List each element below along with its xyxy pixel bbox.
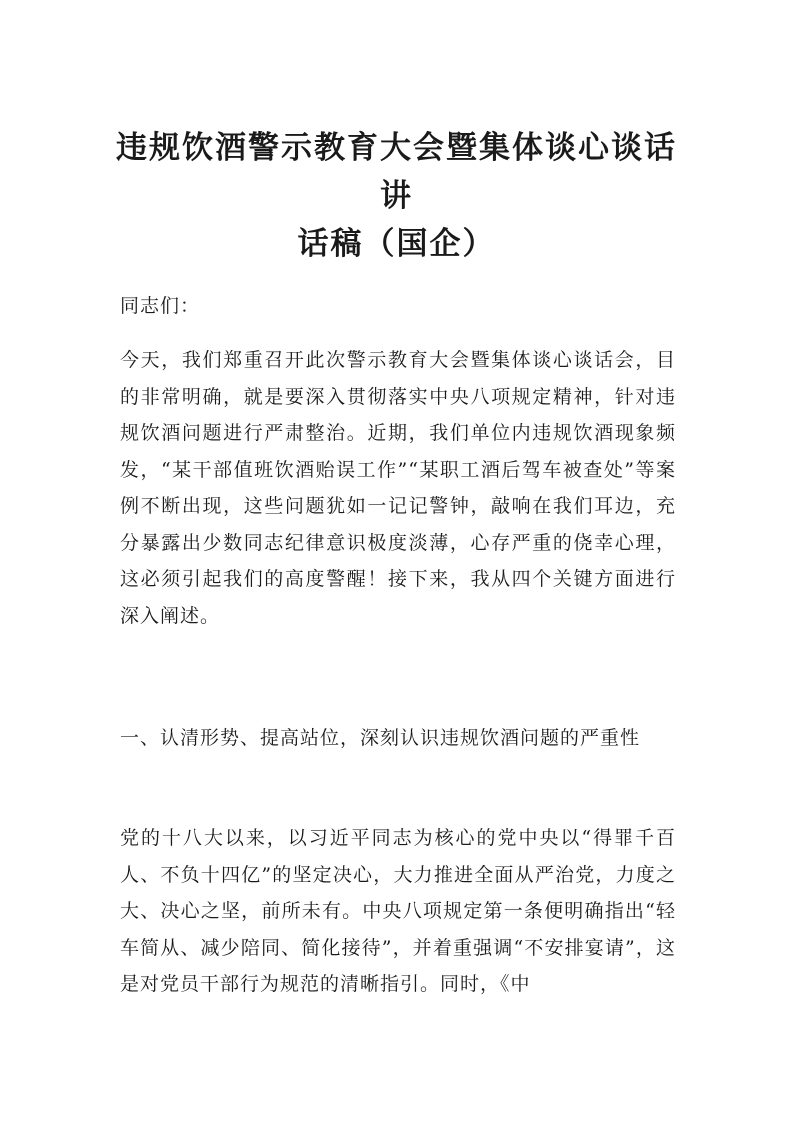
paragraph-section-1: 党的十八大以来，以习近平同志为核心的党中央以“得罪千百人、不负十四亿”的坚定决心，大力推进全面从严治党，力度之大、决心之坚，前所未有。中央八项规定第一条便明确指出“轻车简从、减少陪同、简化接待”，并着重强调“不安排宴请”，这是对党员干部行为规范的清晰指引。同时，《中 (120, 827, 676, 995)
paragraph-intro: 今天，我们郑重召开此次警示教育大会暨集体谈心谈话会，目的非常明确，就是要深入贯彻落实中央八项规定精神，针对违规饮酒问题进行严肃整治。近期，我们单位内违规饮酒现象频发，“某干部值班饮酒贻误工作”“某职工酒后驾车被查处”等案例不断出现，这些问题犹如一记记警钟，敲响在我们耳边，充分暴露出少数同志纪律意识极度淡薄，心存严重的侥幸心理，这必须引起我们的高度警醒！接下来，我从四个关键方面进行深入阐述。 (120, 349, 676, 627)
greeting: 同志们： (120, 295, 201, 317)
title-line-1: 违规饮酒警示教育大会暨集体谈心谈话讲 (116, 130, 677, 214)
section-heading-1: 一、认清形势、提高站位，深刻认识违规饮酒问题的严重性 (120, 727, 641, 749)
title-line-2: 话稿（国企） (297, 226, 496, 262)
document-title (100, 124, 693, 268)
